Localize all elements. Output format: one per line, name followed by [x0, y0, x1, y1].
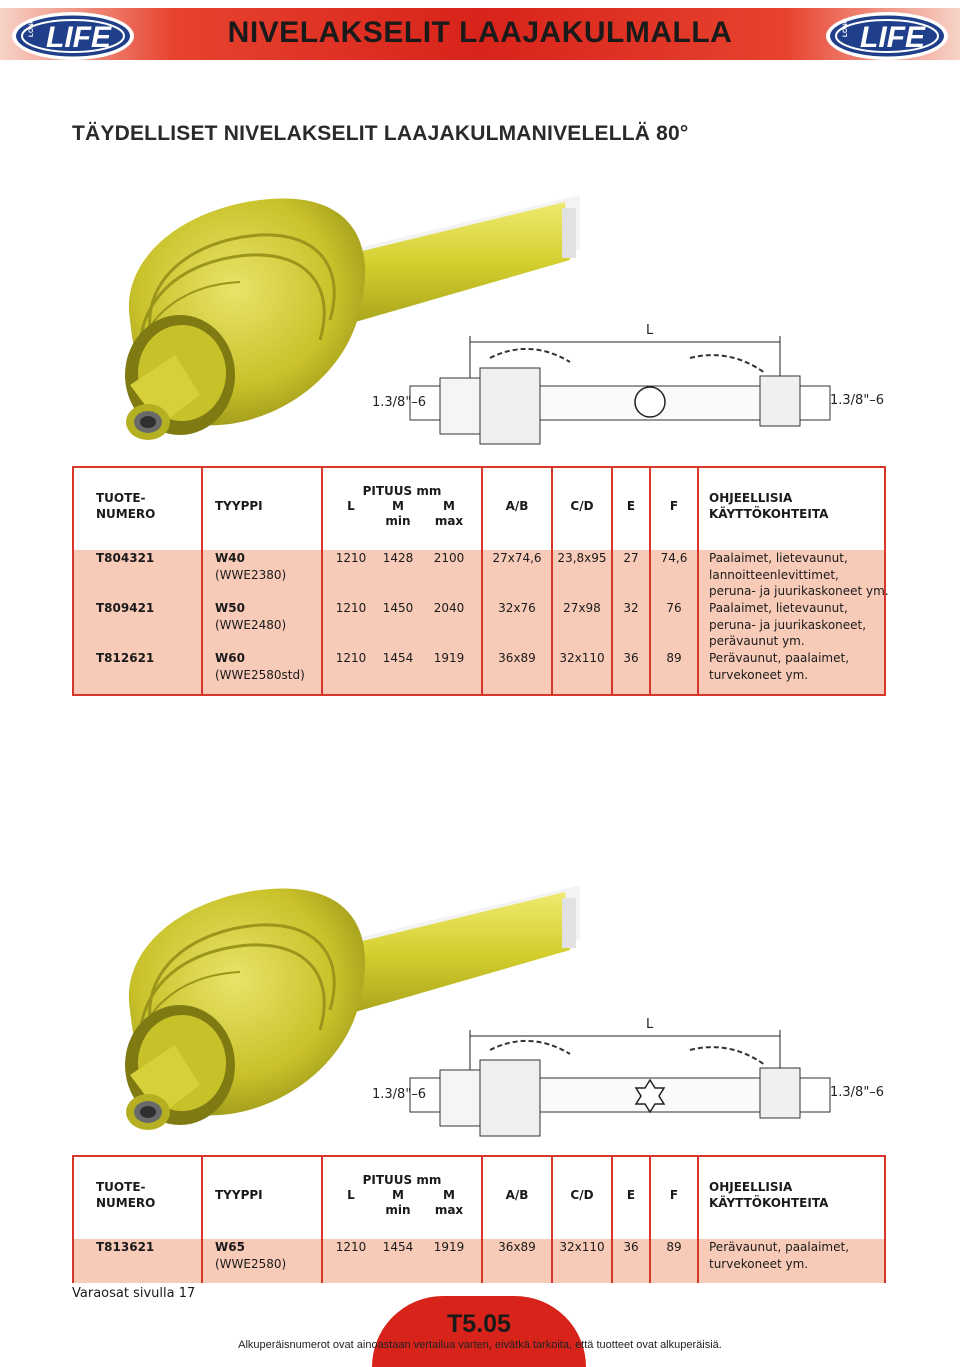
left-spline-label: 1.3/8"–6 [372, 1087, 427, 1102]
ab-cell: 32x76 [482, 600, 552, 650]
table-row [74, 1239, 884, 1283]
table-row [74, 650, 884, 694]
cd-cell: 27x98 [552, 600, 612, 650]
table-header-row [74, 468, 884, 544]
header-f: F [650, 468, 698, 544]
logo-small-text: LONG [28, 18, 35, 37]
header-use: OHJEELLISIA KÄYTTÖKOHTEITA [698, 468, 884, 544]
header-band [0, 0, 960, 72]
product-number-cell: T809421 [74, 600, 202, 650]
ab-cell: 36x89 [482, 650, 552, 694]
header-length: PITUUS mm L M M min max [322, 1157, 482, 1233]
length-cell: 1210 1428 2100 [322, 550, 482, 600]
shaft-dimension-diagram-2 [370, 1012, 890, 1152]
logo-text: LIFE [860, 21, 925, 54]
header-cd: C/D [552, 1157, 612, 1233]
page-title: NIVELAKSELIT LAAJAKULMALLA [227, 16, 733, 49]
table-row [74, 550, 884, 600]
ab-cell: 36x89 [482, 1239, 552, 1283]
ab-cell: 27x74,6 [482, 550, 552, 600]
e-cell: 32 [612, 600, 650, 650]
product-number-cell: T804321 [74, 550, 202, 600]
type-cell: W60 (WWE2580std) [202, 650, 322, 694]
page-code: T5.05 [447, 1310, 511, 1338]
cd-cell: 23,8x95 [552, 550, 612, 600]
e-cell: 36 [612, 1239, 650, 1283]
header-ab: A/B [482, 1157, 552, 1233]
header-type: TYYPPI [202, 468, 322, 544]
spec-table-1 [72, 466, 889, 696]
header-product: TUOTE- NUMERO [74, 468, 202, 544]
header-f: F [650, 1157, 698, 1233]
cd-cell: 32x110 [552, 650, 612, 694]
header-use: OHJEELLISIA KÄYTTÖKOHTEITA [698, 1157, 884, 1233]
header-type: TYYPPI [202, 1157, 322, 1233]
length-cell: 1210 1450 2040 [322, 600, 482, 650]
left-spline-label: 1.3/8"–6 [372, 395, 427, 410]
table-2-body [74, 1239, 884, 1283]
type-cell: W65 (WWE2580) [202, 1239, 322, 1283]
product-number-cell: T813621 [74, 1239, 202, 1283]
spare-parts-note: Varaosat sivulla 17 [72, 1286, 196, 1301]
longlife-logo-right [824, 10, 950, 62]
length-cell: 1210 1454 1919 [322, 650, 482, 694]
e-cell: 27 [612, 550, 650, 600]
right-spline-label: 1.3/8"–6 [830, 1085, 885, 1100]
table-row [74, 600, 884, 650]
type-cell: W50 (WWE2480) [202, 600, 322, 650]
length-label: L [646, 1017, 654, 1032]
cd-cell: 32x110 [552, 1239, 612, 1283]
usage-cell: Perävaunut, paalaimet, turvekoneet ym. [698, 1239, 884, 1283]
right-spline-label: 1.3/8"–6 [830, 393, 885, 408]
disclaimer-text: Alkuperäisnumerot ovat ainoastaan vertailua varten, eivätkä tarkoita, että tuotteet ovat alkuperäisiä. [238, 1339, 722, 1351]
longlife-logo-left [10, 10, 136, 62]
f-cell: 89 [650, 1239, 698, 1283]
f-cell: 89 [650, 650, 698, 694]
section-subtitle: TÄYDELLISET NIVELAKSELIT LAAJAKULMANIVELELLÄ 80° [72, 122, 689, 145]
header-product: TUOTE- NUMERO [74, 1157, 202, 1233]
usage-cell: Paalaimet, lietevaunut, lannoitteenlevittimet, peruna- ja juurikaskoneet ym. [698, 550, 884, 600]
header-length: PITUUS mm L M M min max [322, 468, 482, 544]
usage-cell: Paalaimet, lietevaunut, peruna- ja juurikaskoneet, perävaunut ym. [698, 600, 884, 650]
header-e: E [612, 468, 650, 544]
type-cell: W40 (WWE2380) [202, 550, 322, 600]
usage-cell: Perävaunut, paalaimet, turvekoneet ym. [698, 650, 884, 694]
shaft-dimension-diagram-1 [370, 318, 890, 458]
table-1-body [74, 550, 889, 694]
f-cell: 76 [650, 600, 698, 650]
e-cell: 36 [612, 650, 650, 694]
spec-table-2 [72, 1155, 886, 1283]
logo-small-text: LONG [842, 18, 849, 37]
length-cell: 1210 1454 1919 [322, 1239, 482, 1283]
product-number-cell: T812621 [74, 650, 202, 694]
f-cell: 74,6 [650, 550, 698, 600]
header-e: E [612, 1157, 650, 1233]
header-ab: A/B [482, 468, 552, 544]
logo-text: LIFE [46, 21, 111, 54]
header-cd: C/D [552, 468, 612, 544]
length-label: L [646, 323, 654, 338]
table-header-row [74, 1157, 884, 1233]
